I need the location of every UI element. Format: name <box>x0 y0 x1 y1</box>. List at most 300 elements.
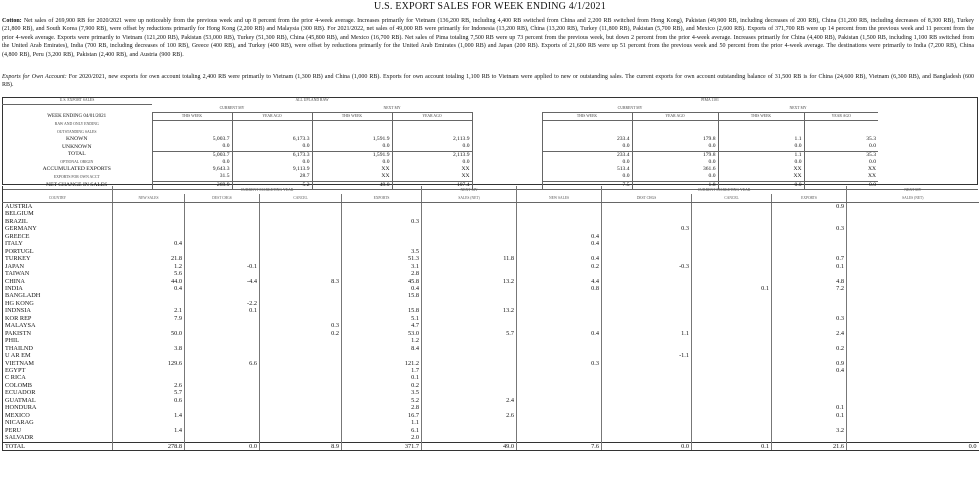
value-cell: 5.1 <box>342 315 422 322</box>
value-cell <box>517 367 602 374</box>
value-cell <box>602 292 692 299</box>
value-cell <box>847 203 979 211</box>
value-cell <box>113 210 185 217</box>
value-cell <box>847 337 979 344</box>
value-cell <box>692 434 772 442</box>
country-cell: EGYPT <box>3 367 113 374</box>
table-row <box>3 292 979 299</box>
table-row <box>3 427 979 434</box>
value-cell <box>602 360 692 367</box>
value-cell: 0.2 <box>772 345 847 352</box>
col-country: COUNTRY <box>3 194 113 203</box>
cotton-text: Net sales of 269,900 RB for 2020/2021 were up noticeably from the previous week and up 8 percent from the prior 4-week average. Increases primarily for Vietnam (136,200 RB, including 4,400 RB switched from China and 2,200 RB switched from Hong Kong), Pakistan (49,900 RB, including decreases of 200 RB), China (31,200 RB, including decreases of 8,300 RB), Turkey (21,800 RB), and South Korea (7,900 RB), were offset by reductions primarily for Hong Kong (2,200 RB) and Malaysia (300 RB). For 2021/2022, net sales of 49,000 RB were primarily for Indonesia (13,200 RB), China (13,200 RB), Turkey (11,800 RB), Pakistan (5,700 RB), and Mexico (2,600 RB). Exports of 371,700 RB were up 14 percent from the previous week and 11 percent from the prior 4-week average. Exports were primarily to Vietnam (121,200 RB), Pakistan (53,000 RB), Turkey (51,300 RB), China (45,800 RB), and Mexico (16,700 RB). Net sales of Pima totaling 7,500 RB were up 73 percent from the previous week, but down 2 percent from the prior 4-week average. Increases primarily for China (4,400 RB), Pakistan (1,500 RB, including 1,100 RB switched from the United Arab Emirates), India (700 RB, including decreases of 100 RB), Greece (400 RB), and Turkey (400 RB), were offset by reductions primarily for the United Arab Emirates (1,000 RB) and Japan (200 RB). Exports of 21,600 RB were up 51 percent from the previous week and 50 percent from the prior 4-week average. The destinations were primarily to India (7,200 RB), China (4,800 RB), Peru (3,200 RB), Pakistan (2,400 RB), and Austria (900 RB). <box>2 18 974 58</box>
value-cell <box>602 337 692 344</box>
value-cell: 7.2 <box>772 285 847 292</box>
summary-row: EXPORTS FOR OWN ACCT 31.5 28.7 XX XX 0.0 0.0 XX XX <box>53 173 877 180</box>
value-cell <box>185 374 260 381</box>
value-cell: -1.1 <box>602 352 692 359</box>
upland-next-my: NEXT MY <box>312 105 472 113</box>
country-cell: BANGLADH <box>3 292 113 299</box>
value-cell <box>517 248 602 255</box>
summary-table <box>2 97 978 188</box>
country-cell: MEXICO <box>3 412 113 419</box>
value-cell: 13.2 <box>422 307 517 314</box>
value-cell: 0.3 <box>772 225 847 232</box>
value-cell <box>342 203 422 211</box>
table-row <box>3 382 979 389</box>
value-cell <box>260 352 342 359</box>
value-cell: 7.6 <box>517 442 602 450</box>
value-cell <box>847 218 979 225</box>
value-cell <box>692 360 772 367</box>
value-cell <box>185 382 260 389</box>
col-sales-net: SALES (NET) <box>422 194 517 203</box>
value-cell: 0.4 <box>113 240 185 247</box>
value-cell <box>847 315 979 322</box>
country-cell: GREECE <box>3 233 113 240</box>
value-cell <box>260 389 342 396</box>
value-cell: 0.1 <box>185 307 260 314</box>
value-cell <box>692 404 772 411</box>
value-cell: 0.2 <box>517 263 602 270</box>
table-row <box>3 345 979 352</box>
value-cell: 2.6 <box>422 412 517 419</box>
value-cell <box>422 270 517 277</box>
value-cell: -2.2 <box>185 300 260 307</box>
value-cell <box>260 210 342 217</box>
value-cell <box>847 270 979 277</box>
country-cell: TAIWAN <box>3 270 113 277</box>
country-cell: GERMANY <box>3 225 113 232</box>
value-cell <box>260 360 342 367</box>
summary-row: NET CHANGE IN SALES 269.9 -5.2 49.0 107.4 7.5 1.8 0.0 0.0 <box>2 181 978 189</box>
value-cell: 0.4 <box>342 285 422 292</box>
value-cell: 0.2 <box>342 382 422 389</box>
value-cell <box>260 292 342 299</box>
value-cell: 0.4 <box>517 330 602 337</box>
table-row <box>3 404 979 411</box>
small-note: RAW AND ONLY ENDING <box>54 122 99 127</box>
value-cell <box>422 300 517 307</box>
value-cell: 0.6 <box>113 397 185 404</box>
table-row <box>3 263 979 270</box>
value-cell <box>847 330 979 337</box>
value-cell: 121.2 <box>342 360 422 367</box>
week-ending-label: WEEK ENDING 04/01/2021 <box>47 114 107 120</box>
pima-header: PIMA 1101 <box>701 98 719 103</box>
value-cell <box>692 307 772 314</box>
value-cell <box>342 240 422 247</box>
value-cell: 2.6 <box>113 382 185 389</box>
value-cell <box>260 434 342 442</box>
summary-row: KNOWN 5,003.7 6,173.3 1,591.9 2,113.9 233.4 179.8 1.1 35.3 <box>66 135 877 142</box>
value-cell <box>602 427 692 434</box>
value-cell: 3.1 <box>342 263 422 270</box>
value-cell <box>422 203 517 211</box>
corner-label: U.S. EXPORT SALES <box>2 97 152 105</box>
value-cell <box>260 255 342 262</box>
table-row <box>3 307 979 314</box>
detail-body <box>3 203 979 451</box>
value-cell <box>260 337 342 344</box>
value-cell <box>342 233 422 240</box>
value-cell <box>772 419 847 426</box>
value-cell <box>517 322 602 329</box>
value-cell <box>692 389 772 396</box>
value-cell <box>260 218 342 225</box>
value-cell <box>692 218 772 225</box>
table-row <box>3 412 979 419</box>
value-cell <box>602 315 692 322</box>
value-cell: 2.4 <box>422 397 517 404</box>
summary-grid <box>2 97 978 190</box>
value-cell: 6.6 <box>185 360 260 367</box>
value-cell <box>692 233 772 240</box>
value-cell <box>692 412 772 419</box>
value-cell <box>260 300 342 307</box>
value-cell <box>772 337 847 344</box>
country-cell: AUSTRIA <box>3 203 113 211</box>
value-cell <box>692 352 772 359</box>
value-cell: 278.8 <box>113 442 185 450</box>
value-cell <box>692 263 772 270</box>
upland-current-my: CURRENT MY <box>152 105 312 113</box>
country-cell: U AR EM <box>3 352 113 359</box>
country-cell: GUATMAL <box>3 397 113 404</box>
value-cell <box>260 233 342 240</box>
table-row <box>3 203 979 211</box>
value-cell: 0.1 <box>342 374 422 381</box>
pima-next-my-group: NEXT MY <box>847 186 979 194</box>
value-cell <box>113 367 185 374</box>
col-exports: EXPORTS <box>772 194 847 203</box>
value-cell <box>422 263 517 270</box>
value-cell: 0.2 <box>260 330 342 337</box>
value-cell <box>260 225 342 232</box>
value-cell <box>847 322 979 329</box>
value-cell <box>260 404 342 411</box>
upland-current-my-group: CURRENT MARKETING YEAR <box>113 186 422 194</box>
value-cell <box>692 397 772 404</box>
col-year-ago: YEAR AGO <box>804 113 878 121</box>
col-new-sales: NEW SALES <box>113 194 185 203</box>
own-account-text: For 2020/2021, new exports for own account totaling 2,400 RB were primarily to Vietnam (1,300 RB) and China (1,000 RB). Exports for own account totaling 1,100 RB to Vietnam were applied to new or outstanding sales. The current exports for own account outstanding balance of 31,500 RB is for China (24,600 RB), Vietnam (6,300 RB), and Bangladesh (600 RB). <box>2 74 974 89</box>
detail-column-headers <box>3 194 979 203</box>
value-cell <box>602 255 692 262</box>
value-cell: 5.2 <box>342 397 422 404</box>
value-cell: 21.8 <box>113 255 185 262</box>
col-this-week: THIS WEEK <box>312 113 392 121</box>
table-row <box>3 218 979 225</box>
value-cell <box>113 322 185 329</box>
value-cell <box>185 255 260 262</box>
country-cell: PAKISTN <box>3 330 113 337</box>
value-cell <box>185 285 260 292</box>
country-cell: ITALY <box>3 240 113 247</box>
col-this-week: THIS WEEK <box>152 113 232 121</box>
value-cell: 1.4 <box>113 427 185 434</box>
cotton-paragraph <box>2 17 974 59</box>
value-cell <box>602 382 692 389</box>
value-cell: 44.0 <box>113 278 185 285</box>
value-cell <box>602 203 692 211</box>
value-cell: 5.7 <box>422 330 517 337</box>
value-cell: 2.8 <box>342 270 422 277</box>
value-cell: 53.0 <box>342 330 422 337</box>
value-cell <box>692 374 772 381</box>
value-cell <box>185 427 260 434</box>
value-cell: 3.5 <box>342 389 422 396</box>
value-cell <box>422 419 517 426</box>
value-cell <box>692 427 772 434</box>
country-cell: PERU <box>3 427 113 434</box>
col-year-ago: YEAR AGO <box>392 113 472 121</box>
value-cell: 0.8 <box>517 285 602 292</box>
value-cell <box>517 345 602 352</box>
table-row <box>3 367 979 374</box>
value-cell: 3.5 <box>342 248 422 255</box>
table-row <box>3 389 979 396</box>
country-cell: SALVADR <box>3 434 113 442</box>
country-cell: C RICA <box>3 374 113 381</box>
value-cell <box>692 203 772 211</box>
value-cell <box>847 225 979 232</box>
value-cell <box>772 352 847 359</box>
value-cell <box>847 285 979 292</box>
value-cell <box>185 352 260 359</box>
value-cell <box>847 352 979 359</box>
detail-table <box>2 186 978 484</box>
value-cell <box>517 404 602 411</box>
table-row <box>3 322 979 329</box>
value-cell <box>422 427 517 434</box>
col-exports: EXPORTS <box>342 194 422 203</box>
value-cell <box>602 419 692 426</box>
value-cell <box>113 225 185 232</box>
col-new-sales: NEW SALES <box>517 194 602 203</box>
value-cell <box>185 210 260 217</box>
value-cell <box>185 337 260 344</box>
value-cell <box>692 419 772 426</box>
value-cell <box>185 367 260 374</box>
value-cell <box>422 360 517 367</box>
outstanding-label: OUTSTANDING SALES <box>57 129 97 134</box>
country-cell: TURKEY <box>3 255 113 262</box>
upland-next-my-group: NEXT MY <box>422 186 517 194</box>
value-cell <box>422 345 517 352</box>
value-cell: 49.0 <box>422 442 517 450</box>
value-cell <box>185 434 260 442</box>
value-cell <box>113 233 185 240</box>
col-sales-net: SALES (NET) <box>847 194 979 203</box>
value-cell: 0.1 <box>772 412 847 419</box>
value-cell: 2.4 <box>772 330 847 337</box>
value-cell <box>260 285 342 292</box>
country-cell: JAPAN <box>3 263 113 270</box>
value-cell: 0.1 <box>772 404 847 411</box>
value-cell <box>342 352 422 359</box>
table-row <box>3 248 979 255</box>
value-cell <box>113 248 185 255</box>
value-cell <box>602 300 692 307</box>
pima-next-my: NEXT MY <box>718 105 878 113</box>
value-cell <box>847 263 979 270</box>
value-cell: 2.0 <box>342 434 422 442</box>
value-cell <box>517 270 602 277</box>
value-cell <box>422 240 517 247</box>
value-cell <box>847 419 979 426</box>
value-cell <box>602 397 692 404</box>
value-cell <box>517 337 602 344</box>
value-cell <box>772 374 847 381</box>
value-cell <box>517 210 602 217</box>
value-cell: 0.4 <box>772 367 847 374</box>
value-cell: 0.4 <box>113 285 185 292</box>
value-cell <box>847 248 979 255</box>
country-cell: NICARAG <box>3 419 113 426</box>
table-row <box>3 255 979 262</box>
value-cell <box>772 240 847 247</box>
value-cell <box>772 270 847 277</box>
value-cell: 0.3 <box>772 315 847 322</box>
value-cell: 16.7 <box>342 412 422 419</box>
value-cell <box>260 203 342 211</box>
value-cell <box>602 233 692 240</box>
pima-current-my: CURRENT MY <box>542 105 718 113</box>
value-cell <box>847 210 979 217</box>
value-cell <box>185 397 260 404</box>
value-cell <box>692 322 772 329</box>
value-cell: 3.2 <box>772 427 847 434</box>
value-cell <box>847 240 979 247</box>
value-cell <box>847 434 979 442</box>
value-cell <box>772 382 847 389</box>
value-cell <box>342 300 422 307</box>
value-cell: 129.6 <box>113 360 185 367</box>
value-cell <box>602 374 692 381</box>
value-cell <box>113 300 185 307</box>
value-cell: 4.8 <box>772 278 847 285</box>
value-cell <box>185 322 260 329</box>
value-cell <box>260 367 342 374</box>
value-cell <box>517 300 602 307</box>
value-cell <box>847 367 979 374</box>
value-cell <box>692 337 772 344</box>
table-row <box>3 352 979 359</box>
value-cell: 45.8 <box>342 278 422 285</box>
table-row <box>3 315 979 322</box>
value-cell <box>260 382 342 389</box>
value-cell <box>185 218 260 225</box>
table-row <box>3 397 979 404</box>
value-cell <box>602 345 692 352</box>
summary-row: OPTIONAL ORIGIN 0.0 0.0 0.0 0.0 0.0 0.0 0.0 0.0 <box>60 158 877 165</box>
value-cell <box>185 404 260 411</box>
value-cell <box>602 210 692 217</box>
value-cell <box>422 218 517 225</box>
total-row <box>3 442 979 450</box>
value-cell <box>692 270 772 277</box>
value-cell: 1.2 <box>342 337 422 344</box>
all-upland-header: ALL UPLAND RAW <box>295 98 329 103</box>
value-cell <box>847 292 979 299</box>
value-cell: 3.8 <box>113 345 185 352</box>
value-cell <box>692 315 772 322</box>
value-cell <box>260 315 342 322</box>
value-cell <box>113 337 185 344</box>
table-row <box>3 360 979 367</box>
value-cell <box>422 315 517 322</box>
country-cell: INDIA <box>3 285 113 292</box>
table-row <box>3 278 979 285</box>
value-cell <box>692 210 772 217</box>
value-cell: 4.4 <box>517 278 602 285</box>
pima-current-my-group: CURRENT MARKETING YEAR <box>602 186 847 194</box>
report-title: U.S. EXPORT SALES FOR WEEK ENDING 4/1/2021 <box>374 1 606 12</box>
value-cell <box>847 360 979 367</box>
value-cell: 7.9 <box>113 315 185 322</box>
value-cell <box>847 389 979 396</box>
value-cell <box>772 389 847 396</box>
value-cell: 5.6 <box>113 270 185 277</box>
value-cell <box>422 389 517 396</box>
country-cell: KOR REP <box>3 315 113 322</box>
value-cell: 0.3 <box>342 218 422 225</box>
value-cell <box>260 270 342 277</box>
value-cell: 8.4 <box>342 345 422 352</box>
value-cell <box>260 412 342 419</box>
value-cell: 8.3 <box>260 278 342 285</box>
value-cell: 371.7 <box>342 442 422 450</box>
value-cell <box>260 263 342 270</box>
value-cell: 21.6 <box>772 442 847 450</box>
value-cell <box>772 218 847 225</box>
value-cell <box>847 278 979 285</box>
table-row <box>3 225 979 232</box>
value-cell: 0.9 <box>772 360 847 367</box>
value-cell <box>422 404 517 411</box>
value-cell <box>517 374 602 381</box>
value-cell <box>847 397 979 404</box>
value-cell: 1.1 <box>342 419 422 426</box>
value-cell <box>847 233 979 240</box>
own-account-paragraph <box>2 73 974 90</box>
value-cell <box>602 434 692 442</box>
value-cell <box>847 255 979 262</box>
value-cell <box>185 412 260 419</box>
value-cell <box>517 352 602 359</box>
summary-row: ACCUMULATED EXPORTS 9,643.3 9,113.9 XX XX 513.4 361.6 XX XX <box>42 166 877 173</box>
value-cell <box>185 419 260 426</box>
value-cell <box>422 248 517 255</box>
own-account-label: Exports for Own Account: <box>2 74 67 80</box>
value-cell <box>342 210 422 217</box>
value-cell <box>517 218 602 225</box>
value-cell <box>602 404 692 411</box>
value-cell <box>260 427 342 434</box>
value-cell: 0.3 <box>517 360 602 367</box>
value-cell: 2.8 <box>342 404 422 411</box>
value-cell <box>772 210 847 217</box>
value-cell <box>422 374 517 381</box>
value-cell: 0.4 <box>517 255 602 262</box>
value-cell <box>517 292 602 299</box>
value-cell <box>517 419 602 426</box>
value-cell: 0.0 <box>185 442 260 450</box>
value-cell <box>772 322 847 329</box>
value-cell <box>847 427 979 434</box>
table-row <box>3 233 979 240</box>
